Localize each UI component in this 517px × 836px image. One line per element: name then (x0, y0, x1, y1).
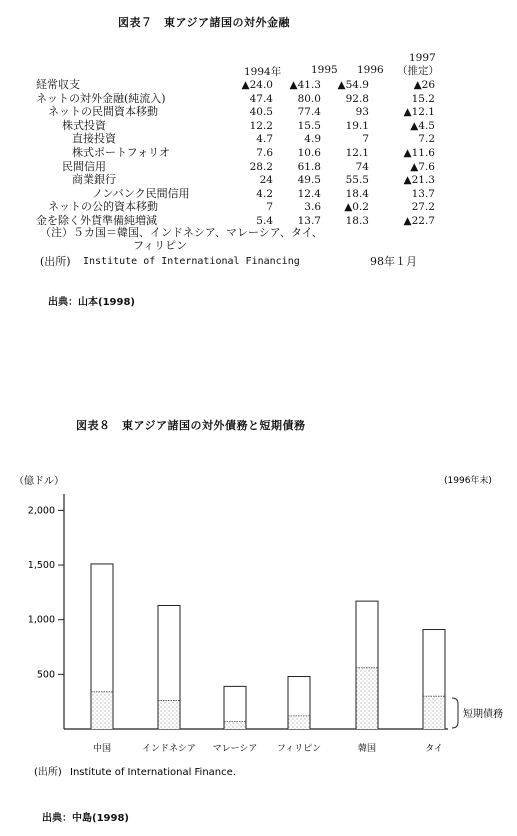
external-debt-chart (0, 450, 517, 790)
table7-cell: 3.6 (304, 201, 321, 214)
bar-short-term-debt (289, 716, 310, 729)
table7-cell: 80.0 (297, 92, 321, 105)
table7-row-label: 直接投資 (72, 132, 116, 146)
x-category-label: 韓国 (357, 744, 377, 754)
table7-row-label: ノンバンク民間信用 (92, 186, 190, 200)
legend-short-term-debt: 短期債務 (463, 709, 503, 720)
bar-short-term-debt (424, 696, 445, 729)
table7-note-line1: （注）５カ国＝韓国、インドネシア、マレーシア、タイ、 (40, 226, 323, 239)
col-header-1996: 1996 (357, 64, 384, 76)
y-tick-label: 1,500 (27, 560, 55, 572)
table7-cell: 27.2 (411, 201, 435, 214)
table7-row-label: 民間信用 (62, 159, 106, 173)
table7-cell: ▲26 (413, 79, 435, 91)
table7-cell: ▲4.5 (410, 119, 435, 132)
y-tick-label: 1,000 (27, 614, 55, 626)
legend-bracket (452, 698, 458, 728)
table7-row-label: 経常収支 (36, 78, 80, 91)
table7-cell: 12.2 (249, 119, 273, 132)
x-category-label: タイ (425, 744, 443, 754)
x-category-label: フィリピン (276, 744, 322, 754)
col-header-1997: 1997 (409, 52, 436, 64)
table7-cell: 7.2 (418, 133, 435, 146)
table7-cell: 47.4 (249, 92, 273, 105)
table7-cell: 18.3 (345, 215, 369, 227)
table7-cell: ▲7.6 (410, 160, 435, 173)
chart-y-unit: （億ドル） (14, 476, 64, 487)
col-header-1994: 1994年 (244, 66, 282, 78)
table7-cell: 61.8 (297, 160, 321, 173)
chart-source-label: (出所) (34, 767, 62, 778)
y-tick-label: 500 (36, 669, 55, 681)
x-labels (93, 742, 443, 754)
table7-cell: 74 (355, 160, 369, 173)
chart-date-note: (1996年末) (444, 476, 492, 486)
table7-cell: 13.7 (297, 215, 321, 227)
table7-cell: ▲22.7 (403, 215, 435, 227)
table7-cell: 12.1 (345, 147, 369, 159)
table7-cell: 18.4 (345, 187, 369, 200)
table7-row-label: 商業銀行 (72, 173, 116, 187)
table7-citation: 出典：山本(1998) (48, 297, 135, 308)
table7-cell: 15.2 (411, 92, 435, 105)
table7-source-date: 98年１月 (370, 255, 417, 268)
y-ticks (28, 505, 64, 680)
table7-cell: 4.2 (256, 187, 273, 200)
table7-cell: 5.4 (256, 215, 273, 227)
table7-cell: 10.6 (297, 147, 321, 159)
table7-source-text: Institute of International Financing (83, 256, 300, 267)
table7-cell: 92.8 (345, 92, 369, 105)
table7-cell: 15.5 (297, 119, 321, 132)
table7-cell: ▲12.1 (403, 106, 435, 119)
col-header-estimate: （推定） (397, 65, 439, 77)
x-category-label: 中国 (92, 744, 112, 754)
bar-short-term-debt (357, 668, 378, 729)
table7-row-label: 株式ポートフォリオ (72, 146, 171, 159)
table7-row-label: 金を除く外貨準備純増減 (36, 214, 157, 227)
bars (91, 564, 445, 729)
table7-title: 図表７ 東アジア諸国の対外金融 (118, 16, 291, 29)
table7-cell: 49.5 (297, 174, 321, 187)
table8-citation: 出典：中島(1998) (42, 813, 129, 824)
table7-row-label: ネットの民間資本移動 (48, 105, 158, 119)
table7-cell: 19.1 (345, 119, 369, 132)
table7-row-label: ネットの対外金融(純流入) (36, 91, 166, 105)
table7-row-label: 株式投資 (62, 118, 106, 132)
col-header-1995: 1995 (311, 64, 338, 76)
table7-cell: 7.6 (256, 147, 273, 159)
table7-row-label: ネットの公的資本移動 (48, 200, 158, 214)
table7-cell: 24 (259, 174, 273, 187)
table7-cell: 7 (266, 201, 273, 214)
table7-cell: ▲0.2 (344, 201, 369, 214)
y-tick-label: 2,000 (27, 505, 55, 517)
table7-note-line2: フィリピン (133, 239, 188, 252)
table7-cell: 7 (362, 133, 369, 146)
table7-cell: 93 (355, 106, 369, 119)
table7-source-label: (出所) (40, 255, 71, 268)
table7-cell: 40.5 (249, 106, 273, 119)
table7-cell: 28.2 (249, 160, 273, 173)
table7-cell: ▲24.0 (241, 79, 273, 91)
table7-cell: 4.9 (304, 133, 321, 146)
x-category-label: インドネシア (142, 744, 196, 754)
bar-short-term-debt (159, 701, 180, 729)
table7-cell: ▲21.3 (403, 174, 435, 187)
table7-cell: ▲41.3 (289, 79, 321, 91)
table7-cell: 77.4 (297, 106, 321, 119)
bar-short-term-debt (92, 692, 113, 729)
x-category-label: マレーシア (212, 744, 258, 754)
table8-title: 図表８ 東アジア諸国の対外債務と短期債務 (76, 419, 306, 432)
table7-cell: ▲11.6 (403, 147, 435, 159)
table7-cell: 55.5 (345, 174, 369, 187)
table7-cell: 4.7 (256, 133, 273, 146)
chart-source-text: Institute of International Finance. (70, 767, 236, 778)
table7-cell: 13.7 (411, 187, 435, 200)
bar-short-term-debt (225, 721, 246, 729)
table7-cell: ▲54.9 (337, 79, 369, 91)
table7-cell: 12.4 (297, 187, 321, 200)
